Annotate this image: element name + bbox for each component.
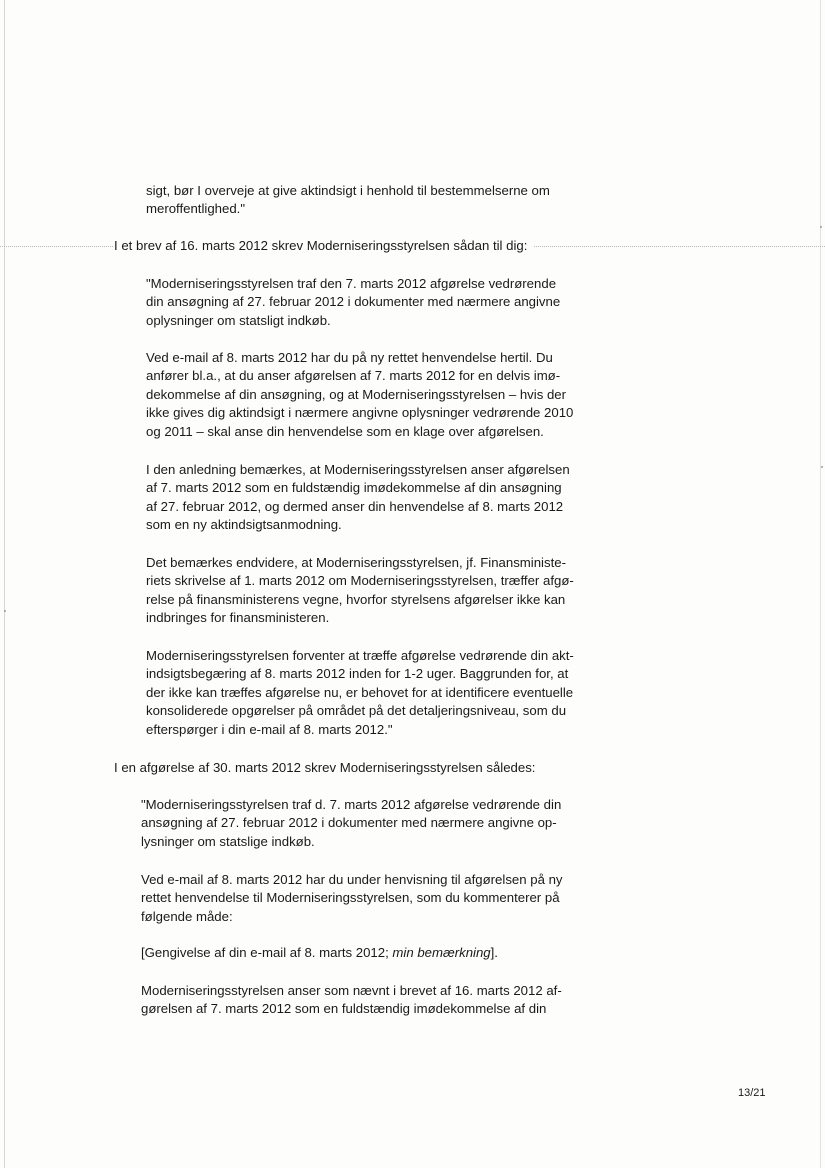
quote-paragraph <box>146 461 586 535</box>
quote-paragraph <box>141 982 581 1019</box>
text-line: der ikke kan træffes afgørelse nu, er behovet for at identificere eventuelle <box>146 684 574 700</box>
quote-paragraph <box>146 349 586 441</box>
text-line: meroffentlighed." <box>146 201 246 217</box>
text-fragment: [Gengivelse af din e-mail af 8. marts 2012; <box>141 945 393 960</box>
scan-speck <box>821 466 823 468</box>
text-line: ansøgning af 27. februar 2012 i dokumenter med nærmere angivne op- <box>141 815 557 831</box>
quote-paragraph <box>146 647 586 739</box>
text-line: indbringes for finansministeren. <box>146 610 330 626</box>
text-line: efterspørger i din e-mail af 8. marts 2012." <box>146 721 393 737</box>
quote-paragraph <box>141 871 581 926</box>
body-paragraph <box>114 237 533 255</box>
text-line: Moderniseringsstyrelsen anser som nævnt i brevet af 16. marts 2012 af- <box>141 983 562 998</box>
quote-paragraph <box>146 182 586 219</box>
italic-remark: min bemærkning <box>392 945 491 960</box>
text-line: som en ny aktindsigtsanmodning. <box>146 517 342 533</box>
text-line: I den anledning bemærkes, at Moderniseringsstyrelsen anser afgørelsen <box>146 462 570 477</box>
scan-speck <box>820 226 822 228</box>
text-line: indsigtsbegæring af 8. marts 2012 inden for 1-2 uger. Baggrunden for, at <box>146 666 569 682</box>
text-line: gørelsen af 7. marts 2012 som en fuldstændig imødekommelse af din <box>141 1001 547 1017</box>
text-line <box>141 944 581 962</box>
text-line: Ved e-mail af 8. marts 2012 har du på ny rettet henvendelse hertil. Du <box>146 350 553 365</box>
text-line: af 7. marts 2012 som en fuldstændig imødekommelse af din ansøgning <box>146 480 562 496</box>
quote-paragraph <box>146 554 586 628</box>
text-line: følgende måde: <box>141 908 233 924</box>
text-line: Det bemærkes endvidere, at Moderniseringsstyrelsen, jf. Finansministe- <box>146 555 566 570</box>
text-line: lysninger om statslige indkøb. <box>141 833 315 849</box>
text-line: I et brev af 16. marts 2012 skrev Moderniseringsstyrelsen sådan til dig: <box>114 238 528 253</box>
text-line: og 2011 – skal anse din henvendelse som en klage over afgørelsen. <box>146 423 544 439</box>
text-fragment: ]. <box>490 945 498 960</box>
text-line: riets skrivelse af 1. marts 2012 om Moderniseringsstyrelsen, træffer afgø- <box>146 573 574 589</box>
text-line: rettet henvendelse til Moderniseringsstyrelsen, som du kommenterer på <box>141 890 560 906</box>
text-line: din ansøgning af 27. februar 2012 i dokumenter med nærmere angivne <box>146 294 561 310</box>
scan-edge-right <box>820 0 821 1168</box>
text-line: Ved e-mail af 8. marts 2012 har du under henvisning til afgørelsen på ny <box>141 872 563 887</box>
quote-paragraph <box>141 796 581 851</box>
text-line: dekommelse af din ansøgning, og at Moderniseringsstyrelsen – hvis der <box>146 386 567 402</box>
scan-speck <box>4 610 6 612</box>
text-line: ikke gives dig aktindsigt i nærmere angivne oplysninger vedrørende 2010 <box>146 405 574 421</box>
quote-paragraph <box>146 275 586 330</box>
text-line: "Moderniseringsstyrelsen traf d. 7. marts 2012 afgørelse vedrørende din <box>141 797 562 812</box>
text-line: af 27. februar 2012, og dermed anser din henvendelse af 8. marts 2012 <box>146 498 564 514</box>
text-line: sigt, bør I overveje at give aktindsigt i henhold til bestemmelserne om <box>146 183 550 198</box>
quote-paragraph <box>141 944 581 962</box>
page-number: 13/21 <box>738 1087 766 1099</box>
text-line: oplysninger om statsligt indkøb. <box>146 312 331 328</box>
text-line: Moderniseringsstyrelsen forventer at træffe afgørelse vedrørende din akt- <box>146 648 574 663</box>
text-line: I en afgørelse af 30. marts 2012 skrev Moderniseringsstyrelsen således: <box>114 760 536 775</box>
text-line: konsoliderede opgørelser på området på det detaljeringsniveau, som du <box>146 703 567 719</box>
text-line: anfører bl.a., at du anser afgørelsen af 7. marts 2012 for en delvis imø- <box>146 368 561 384</box>
text-line: relse på finansministerens vegne, hvorfor styrelsens afgørelser ikke kan <box>146 591 566 607</box>
text-line: "Moderniseringsstyrelsen traf den 7. marts 2012 afgørelse vedrørende <box>146 276 557 291</box>
scan-edge-left <box>4 0 5 1168</box>
body-paragraph <box>114 759 614 777</box>
